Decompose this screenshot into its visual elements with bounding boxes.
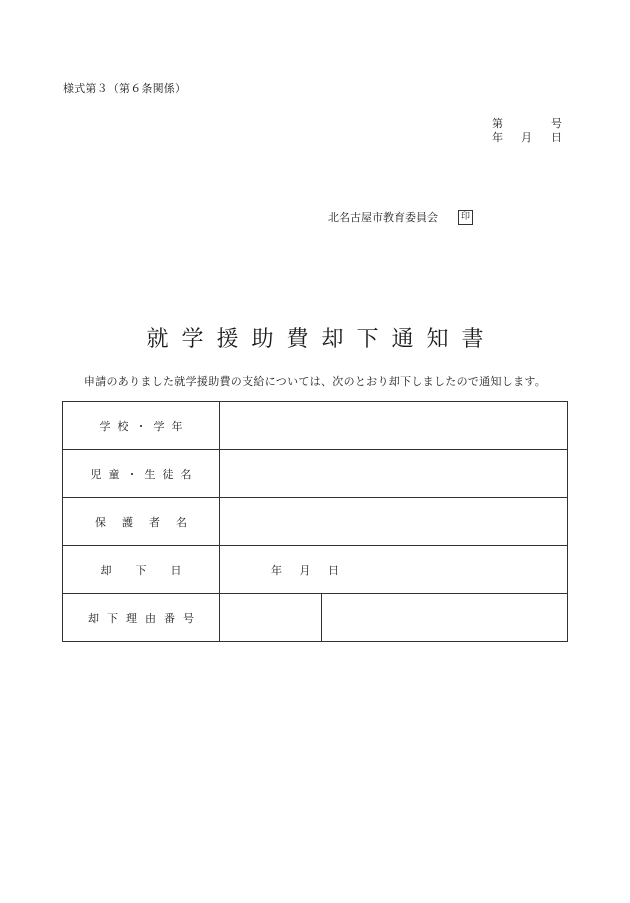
table-row — [63, 498, 568, 546]
field-guardian-name[interactable] — [220, 498, 568, 546]
date-day: 日 — [551, 131, 562, 144]
field-reason-number[interactable] — [220, 594, 322, 642]
label-rejection-reason-number: 却下理由番号 — [63, 594, 220, 642]
form-number: 様式第３（第６条関係） — [63, 82, 187, 95]
document-number-block — [492, 117, 564, 145]
date-month: 月 — [521, 131, 532, 144]
number-row — [492, 117, 564, 131]
table-row — [63, 594, 568, 642]
number-prefix: 第 — [492, 117, 503, 130]
notice-form-table — [62, 401, 568, 642]
date-row — [492, 131, 564, 145]
field-student-name[interactable] — [220, 450, 568, 498]
document-title: 就学援助費却下通知書 — [146, 327, 497, 352]
table-row — [63, 450, 568, 498]
label-rejection-date: 却下日 — [63, 546, 220, 594]
date-year: 年 — [492, 131, 503, 144]
label-school-grade: 学校・学年 — [63, 402, 220, 450]
issuer-name: 北名古屋市教育委員会 — [328, 211, 438, 224]
label-guardian-name: 保護者名 — [63, 498, 220, 546]
field-reason-detail[interactable] — [322, 594, 568, 642]
table-row — [63, 402, 568, 450]
field-rejection-date[interactable]: 年 月 日 — [220, 546, 568, 594]
seal-mark: 印 — [458, 210, 473, 225]
table-row — [63, 546, 568, 594]
issuer — [328, 209, 473, 225]
intro-text: 申請のありました就学援助費の支給については、次のとおり却下しましたので通知します。 — [83, 375, 547, 388]
number-suffix: 号 — [551, 117, 562, 130]
label-student-name: 児童・生徒名 — [63, 450, 220, 498]
field-school-grade[interactable] — [220, 402, 568, 450]
